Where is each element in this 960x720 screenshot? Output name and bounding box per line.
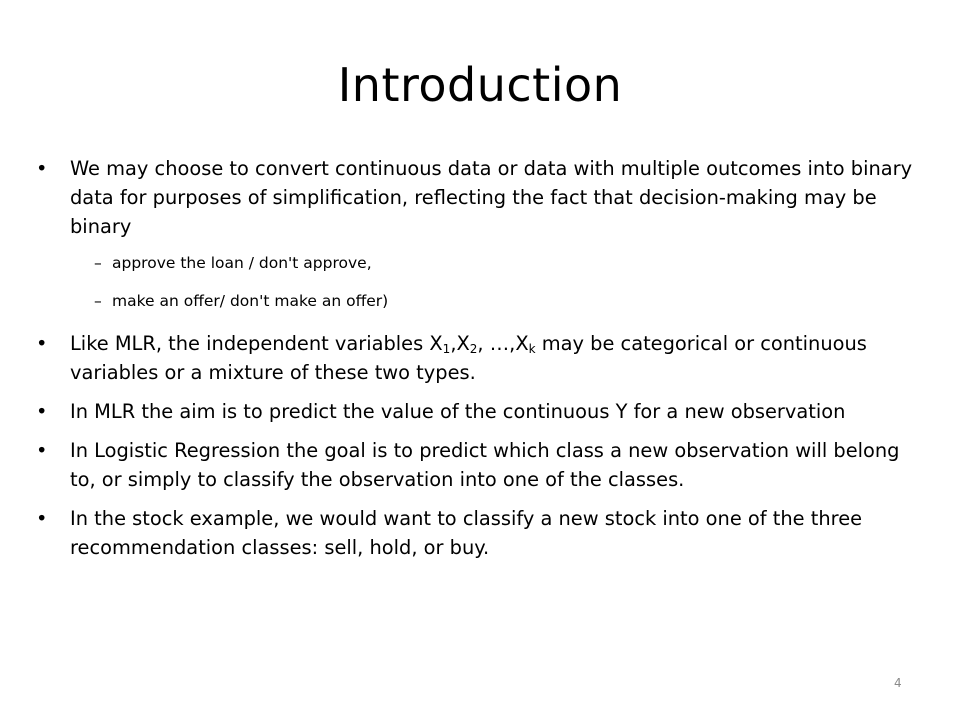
page-number: 4 <box>894 676 902 690</box>
mlr-prefix: Like MLR, the independent variables <box>70 332 430 355</box>
bullet-dot: • <box>36 507 48 530</box>
bullet-item <box>36 154 916 241</box>
separator-2: , …, <box>477 332 516 355</box>
subscript-k: k <box>528 342 536 356</box>
sub-bullet-text: make an offer/ don't make an offer) <box>112 292 389 310</box>
bullet-item <box>36 436 916 494</box>
sub-bullet-item <box>36 291 916 311</box>
bullet-text-mlr <box>70 332 867 384</box>
sub-bullet-item <box>36 253 916 273</box>
bullet-item <box>36 397 916 426</box>
slide-title: Introduction <box>337 58 623 112</box>
mlr-suffix: may be categorical or continuous variables or a mixture of these two types. <box>70 332 867 384</box>
bullet-text: In the stock example, we would want to classify a new stock into one of the three recommendation classes: sell, hold, or buy. <box>70 507 863 559</box>
sub-bullet-dash: – <box>94 292 102 310</box>
bullet-text: In Logistic Regression the goal is to predict which class a new observation will belong to, or simply to classify the observation into one of the classes. <box>70 439 900 491</box>
bullet-text: In MLR the aim is to predict the value of the continuous Y for a new observation <box>70 400 846 423</box>
sub-bullet-dash: – <box>94 254 102 272</box>
var-x2: X <box>456 332 470 355</box>
subscript-2: 2 <box>469 342 478 356</box>
bullet-dot: • <box>36 157 48 180</box>
bullet-item <box>36 504 916 562</box>
bullet-dot: • <box>36 400 48 423</box>
bullet-dot: • <box>36 332 48 355</box>
bullet-list <box>36 154 916 572</box>
bullet-dot: • <box>36 439 48 462</box>
subscript-1: 1 <box>442 342 451 356</box>
var-xk: X <box>515 332 529 355</box>
var-x1: X <box>429 332 443 355</box>
bullet-text: We may choose to convert continuous data or data with multiple outcomes into binary data for purposes of simplification, reflecting the fact that decision-making may be binary <box>70 157 913 238</box>
sub-bullet-text: approve the loan / don't approve, <box>112 254 372 272</box>
bullet-item <box>36 329 916 387</box>
separator-1: , <box>450 332 457 355</box>
